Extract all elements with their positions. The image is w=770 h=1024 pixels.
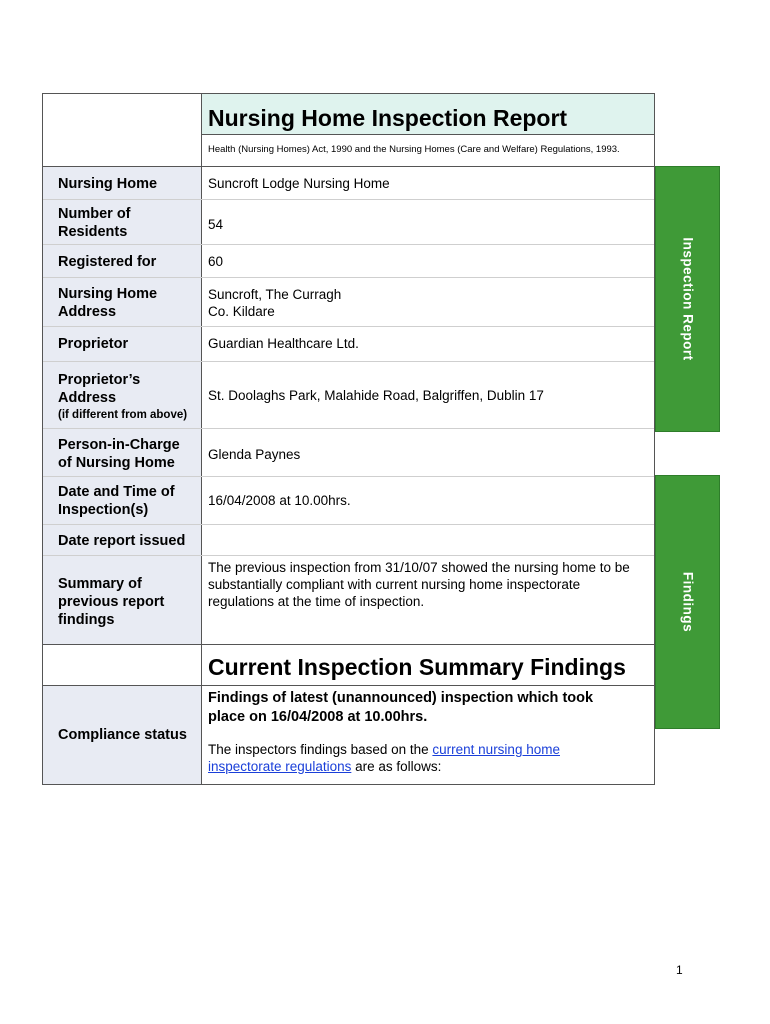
summary-value-line: regulations at the time of inspection.	[208, 594, 425, 609]
address-label	[58, 285, 157, 321]
date-time-value: 16/04/2008 at 10.00hrs.	[208, 493, 351, 508]
nursing-home-value: Suncroft Lodge Nursing Home	[208, 176, 390, 191]
report-title: Nursing Home Inspection Report	[208, 105, 568, 131]
row-line	[43, 685, 654, 686]
row-line	[43, 326, 654, 327]
tab-findings[interactable]	[655, 475, 720, 729]
proprietor-address-label	[58, 371, 187, 423]
findings-statement-line: Findings of latest (unannounced) inspection which took	[208, 690, 594, 706]
person-in-charge-value: Glenda Paynes	[208, 447, 301, 462]
summary-label-line: previous report	[58, 594, 165, 610]
proprietor-address-value: St. Doolaghs Park, Malahide Road, Balgriffen, Dublin 17	[208, 388, 544, 403]
summary-value-line: substantially compliant with current nursing home inspectorate	[208, 577, 581, 592]
tab-inspection-report-label: Inspection Report	[680, 237, 695, 361]
proprietor-address-label-line: Address	[58, 390, 117, 406]
row-line	[43, 428, 654, 429]
address-value-line: Co. Kildare	[208, 304, 275, 319]
row-line	[43, 244, 654, 245]
findings-intro-prefix: The inspectors findings based on the	[208, 742, 433, 757]
registered-label: Registered for	[58, 254, 157, 270]
row-line	[43, 277, 654, 278]
compliance-status-label: Compliance status	[58, 727, 187, 743]
findings-statement	[208, 689, 593, 727]
row-line	[43, 166, 654, 167]
person-in-charge-label-line: Person-in-Charge	[58, 437, 180, 453]
regulations-link[interactable]: current nursing home	[432, 742, 560, 757]
date-time-label	[58, 483, 175, 519]
row-line	[43, 644, 654, 645]
residents-label	[58, 205, 131, 241]
summary-value	[208, 559, 630, 610]
row-line	[43, 555, 654, 556]
row-line	[43, 361, 654, 362]
address-value-line: Suncroft, The Curragh	[208, 287, 342, 302]
regulations-link-continued[interactable]: inspectorate regulations	[208, 759, 352, 774]
date-issued-label: Date report issued	[58, 533, 186, 549]
proprietor-address-label-line: Proprietor’s	[58, 372, 141, 388]
row-line	[43, 524, 654, 525]
findings-statement-line: place on 16/04/2008 at 10.00hrs.	[208, 709, 428, 725]
row-line	[43, 199, 654, 200]
date-time-label-line: Date and Time of	[58, 484, 175, 500]
summary-value-line: The previous inspection from 31/10/07 showed the nursing home to be	[208, 560, 630, 575]
address-value	[208, 286, 341, 320]
residents-label-line: Number of	[58, 206, 131, 222]
address-label-line: Nursing Home	[58, 286, 158, 302]
column-divider	[201, 94, 202, 784]
summary-label	[58, 575, 164, 629]
nursing-home-label: Nursing Home	[58, 176, 158, 192]
findings-intro	[208, 741, 560, 775]
residents-value: 54	[208, 217, 224, 232]
person-in-charge-label-line: of Nursing Home	[58, 455, 175, 471]
date-time-label-line: Inspection(s)	[58, 502, 149, 518]
tab-inspection-report[interactable]	[655, 166, 720, 432]
proprietor-address-note: (if different from above)	[58, 409, 188, 421]
proprietor-value: Guardian Healthcare Ltd.	[208, 336, 359, 351]
row-line	[43, 476, 654, 477]
page-number: 1	[676, 963, 683, 977]
summary-label-line: findings	[58, 612, 115, 628]
registered-value: 60	[208, 254, 224, 269]
findings-intro-suffix: are as follows:	[351, 759, 442, 774]
summary-label-line: Summary of	[58, 576, 142, 592]
row-line	[201, 134, 654, 135]
current-findings-heading: Current Inspection Summary Findings	[208, 654, 626, 680]
tab-findings-label: Findings	[680, 571, 695, 633]
report-subtitle: Health (Nursing Homes) Act, 1990 and the Nursing Homes (Care and Welfare) Regulations, 1993.	[208, 144, 620, 155]
address-label-line: Address	[58, 304, 117, 320]
person-in-charge-label	[58, 436, 180, 472]
residents-label-line: Residents	[58, 224, 128, 240]
proprietor-label: Proprietor	[58, 336, 129, 352]
